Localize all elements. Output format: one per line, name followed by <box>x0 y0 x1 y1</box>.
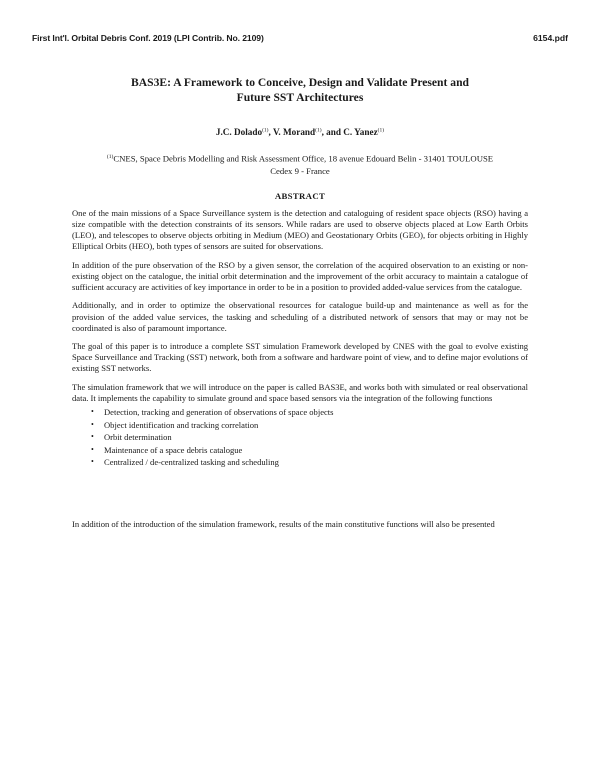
paper-title-line-1: BAS3E: A Framework to Conceive, Design and Validate Present and <box>131 76 469 89</box>
list-item <box>91 444 528 457</box>
affiliation-text: CNES, Space Debris Modelling and Risk Assessment Office, 18 avenue Edouard Belin - 31401 TOULOUSE <box>113 153 494 164</box>
list-item-text: Orbit determination <box>104 432 172 443</box>
bullet-icon: • <box>91 432 94 442</box>
abstract-paragraph: One of the main missions of a Space Surveillance system is the detection and cataloguing of resident space objects (RSO) having a size compatible with the detection constraints of its sensors. While radars are used to observe objects placed at Low Earth Orbits (LEO), and telescopes to observe objects orbiting in Medium (MEO) and Geostationary Orbits (GEO), for objects orbiting in Highly Elliptical Orbits (HEO), both types of sensors are suited for observations. <box>72 208 528 252</box>
closing-paragraph: In addition of the introduction of the simulation framework, results of the main constitutive functions will also be presented <box>72 519 495 529</box>
bullet-icon: • <box>91 457 94 467</box>
list-item-text: Object identification and tracking correlation <box>104 419 259 430</box>
paper-title <box>60 76 540 105</box>
affiliation <box>60 151 540 177</box>
list-item <box>91 431 528 444</box>
paper-title-line-2: Future SST Architectures <box>236 90 364 104</box>
author-name: C. Yanez <box>343 127 378 137</box>
abstract-body <box>72 208 528 469</box>
list-item-text: Centralized / de-centralized tasking and scheduling <box>104 457 279 468</box>
author-name: V. Morand <box>272 127 316 137</box>
bullet-icon: • <box>91 406 94 416</box>
list-item <box>91 406 528 419</box>
bullet-icon: • <box>91 444 94 454</box>
author-affiliation-marker: (1) <box>315 127 322 134</box>
author-list <box>60 127 540 137</box>
list-item <box>91 419 528 432</box>
bullet-icon: • <box>91 419 94 429</box>
list-item <box>91 456 528 469</box>
author-separator: , and <box>321 127 344 137</box>
author-separator: , <box>268 127 273 137</box>
list-item-text: Maintenance of a space debris catalogue <box>104 444 243 455</box>
abstract-heading: ABSTRACT <box>274 191 326 201</box>
author-affiliation-marker: (1) <box>377 127 385 134</box>
abstract-paragraph: In addition of the pure observation of the RSO by a given sensor, the correlation of the acquired observation to an existing or non-existing object on the catalogue, the initial orbit determination and the improvement of the orbit accuracy to maintain a catalogue of sufficient accuracy are activities of key importance in order to be in a position to provided added-value services from the catalogue. <box>72 259 528 292</box>
author-name: J.C. Dolado <box>215 127 263 137</box>
running-header-conference: First Int'l. Orbital Debris Conf. 2019 (LPI Contrib. No. 2109) <box>32 33 264 43</box>
abstract-paragraph: Additionally, and in order to optimize the observational resources for catalogue build-up and maintenance as well as for the provision of the added value services, the tasking and scheduling of a distributed network of sensors that may or may not be coordinated is also of paramount importance. <box>72 300 528 333</box>
affiliation-line-2: Cedex 9 - France <box>270 165 330 176</box>
function-list <box>72 406 528 469</box>
running-header-filename: 6154.pdf <box>533 33 568 43</box>
abstract-paragraph: The simulation framework that we will introduce on the paper is called BAS3E, and works both with simulated or real observational data. It implements the capability to simulate ground and space based sensors via the integration of the following functions <box>72 381 528 403</box>
list-item-text: Detection, tracking and generation of observations of space objects <box>104 406 334 417</box>
abstract-paragraph: The goal of this paper is to introduce a complete SST simulation Framework developed by CNES with the goal to evolve existing Space Surveillance and Tracking (SST) network, both from a software and hardware point of view, and to define major evolutions of existing SST networks. <box>72 341 528 374</box>
affiliation-line-1 <box>60 151 540 165</box>
author-affiliation-marker: (1) <box>262 127 269 134</box>
affiliation-marker: (1) <box>106 154 114 160</box>
